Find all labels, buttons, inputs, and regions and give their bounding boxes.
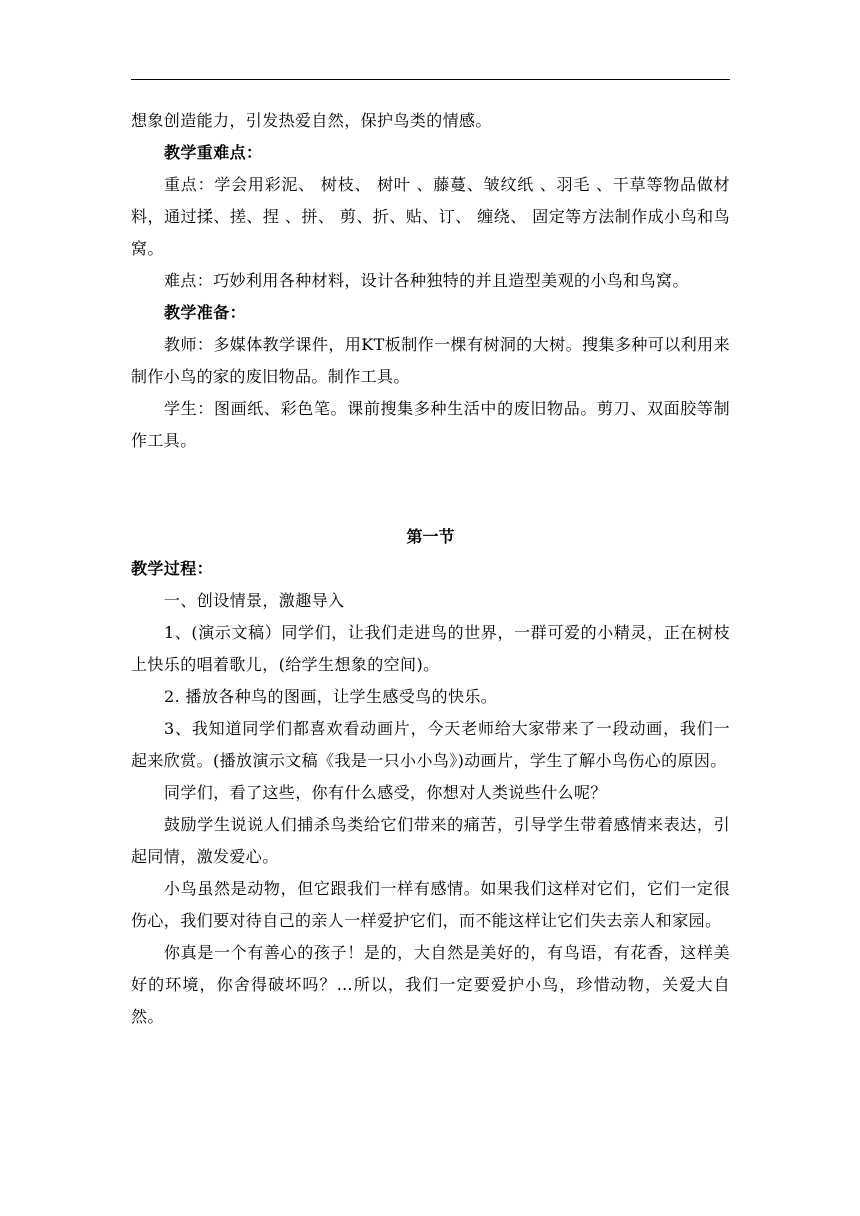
heading-preparation: 教学准备： (164, 303, 247, 322)
paragraph-step-1-3: 3、我知道同学们都喜欢看动画片，今天老师给大家带来了一段动画，我们一起来欣赏。(播放演示文稿《我是一只小小鸟》)动画片，学生了解小鸟伤心的原因。 (131, 719, 730, 770)
heading-key-points: 教学重难点： (164, 143, 263, 162)
paragraph-step-1: 一、创设情景，激趣导入 (164, 591, 345, 610)
paragraph-continued: 想象创造能力，引发热爱自然，保护鸟类的情感。 (131, 111, 492, 130)
heading-teaching-process: 教学过程： (131, 559, 214, 578)
paragraph-encourage: 鼓励学生说说人们捕杀鸟类给它们带来的痛苦，引导学生带着感情来表达，引起同情，激发爱心。 (131, 815, 730, 866)
section-spacer (131, 457, 730, 521)
paragraph-step-1-2: 2. 播放各种鸟的图画，让学生感受鸟的快乐。 (164, 687, 498, 706)
paragraph-kind-heart: 你真是一个有善心的孩子！是的，大自然是美好的，有鸟语，有花香，这样美好的环境，你舍得破坏吗？…所以，我们一定要爱护小鸟，珍惜动物，关爱大自然。 (131, 943, 730, 1026)
paragraph-teacher-prep: 教师：多媒体教学课件，用KT板制作一棵有树洞的大树。搜集多种可以利用来制作小鸟的家的废旧物品。制作工具。 (131, 335, 730, 386)
paragraph-difficult-point: 难点：巧妙利用各种材料，设计各种独特的并且造型美观的小鸟和鸟窝。 (164, 271, 689, 290)
paragraph-feelings: 小鸟虽然是动物，但它跟我们一样有感情。如果我们这样对它们，它们一定很伤心，我们要对待自己的亲人一样爱护它们，而不能这样让它们失去亲人和家园。 (131, 879, 730, 930)
paragraph-student-prep: 学生：图画纸、彩色笔。课前搜集多种生活中的废旧物品。剪刀、双面胶等制作工具。 (131, 399, 730, 450)
header-rule (131, 79, 730, 80)
paragraph-key-point: 重点：学会用彩泥、 树枝、 树叶 、藤蔓、皱纹纸 、羽毛 、干草等物品做材料，通过揉、搓、捏 、拼、 剪、折、贴、订、 缠绕、 固定等方法制作成小鸟和鸟窝。 (131, 175, 730, 258)
paragraph-question: 同学们，看了这些，你有什么感受，你想对人类说些什么呢？ (164, 783, 607, 802)
section-title: 第一节 (406, 527, 455, 546)
document-body (131, 105, 730, 1033)
paragraph-step-1-1: 1、(演示文稿）同学们，让我们走进鸟的世界，一群可爱的小精灵，正在树枝上快乐的唱着歌儿，(给学生想象的空间)。 (131, 623, 730, 674)
